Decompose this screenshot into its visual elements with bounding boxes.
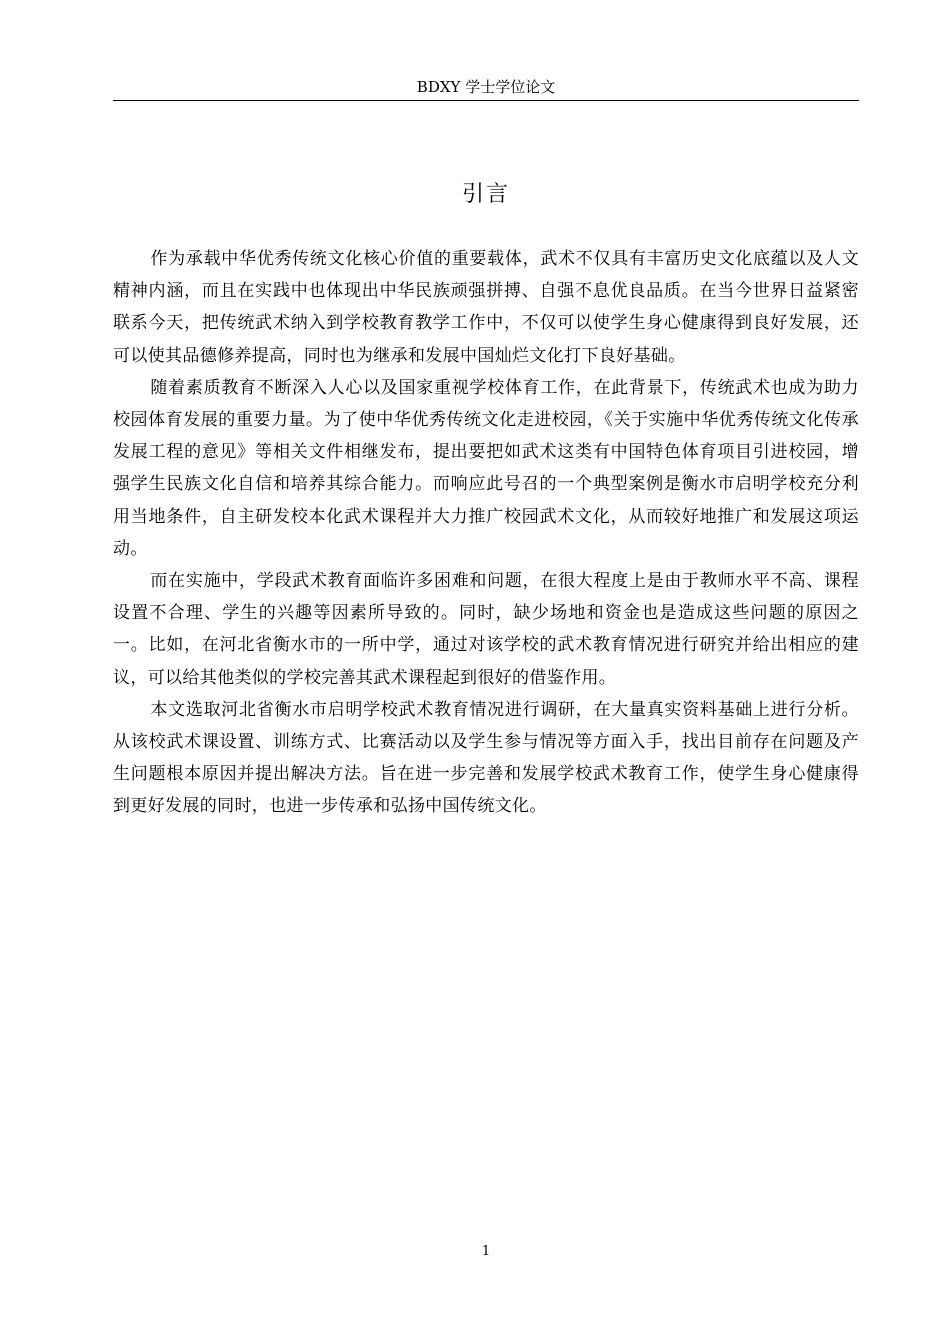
paragraph: 作为承载中华优秀传统文化核心价值的重要载体，武术不仅具有丰富历史文化底蕴以及人文精神内涵，而且在实践中也体现出中华民族顽强拼搏、自强不息优良品质。在当今世界日益紧密联系今天，把传统武术纳入到学校教育教学工作中，不仅可以使学生身心健康得到良好发展，还可以使其品德修养提高，同时也为继承和发展中国灿烂文化打下良好基础。 [113,249,859,366]
body-text [113,243,859,823]
paragraph: 随着素质教育不断深入人心以及国家重视学校体育工作，在此背景下，传统武术也成为助力校园体育发展的重要力量。为了使中华优秀传统文化走进校园，《关于实施中华优秀传统文化传承发展工程的意见》等相关文件相继发布，提出要把如武术这类有中国特色体育项目引进校园，增强学生民族文化自信和培养其综合能力。而响应此号召的一个典型案例是衡水市启明学校充分利用当地条件，自主研发校本化武术课程并大力推广校园武术文化，从而较好地推广和发展这项运动。 [113,377,859,559]
running-header: BDXY 学士学位论文 [416,78,556,96]
paragraph: 本文选取河北省衡水市启明学校武术教育情况进行调研，在大量真实资料基础上进行分析。从该校武术课设置、训练方式、比赛活动以及学生参与情况等方面入手，找出目前存在问题及产生问题根本原因并提出解决方法。旨在进一步完善和发展学校武术教育工作，使学生身心健康得到更好发展的同时，也进一步传承和弘扬中国传统文化。 [113,699,859,817]
page-number: 1 [481,1244,491,1259]
paragraph: 而在实施中，学段武术教育面临许多困难和问题，在很大程度上是由于教师水平不高、课程设置不合理、学生的兴趣等因素所导致的。同时，缺少场地和资金也是造成这些问题的原因之一。比如，在河北省衡水市的一所中学，通过对该学校的武术教育情况进行研究并给出相应的建议，可以给其他类似的学校完善其武术课程起到很好的借鉴作用。 [113,571,859,688]
section-title: 引言 [461,182,510,207]
header-divider [113,100,859,101]
